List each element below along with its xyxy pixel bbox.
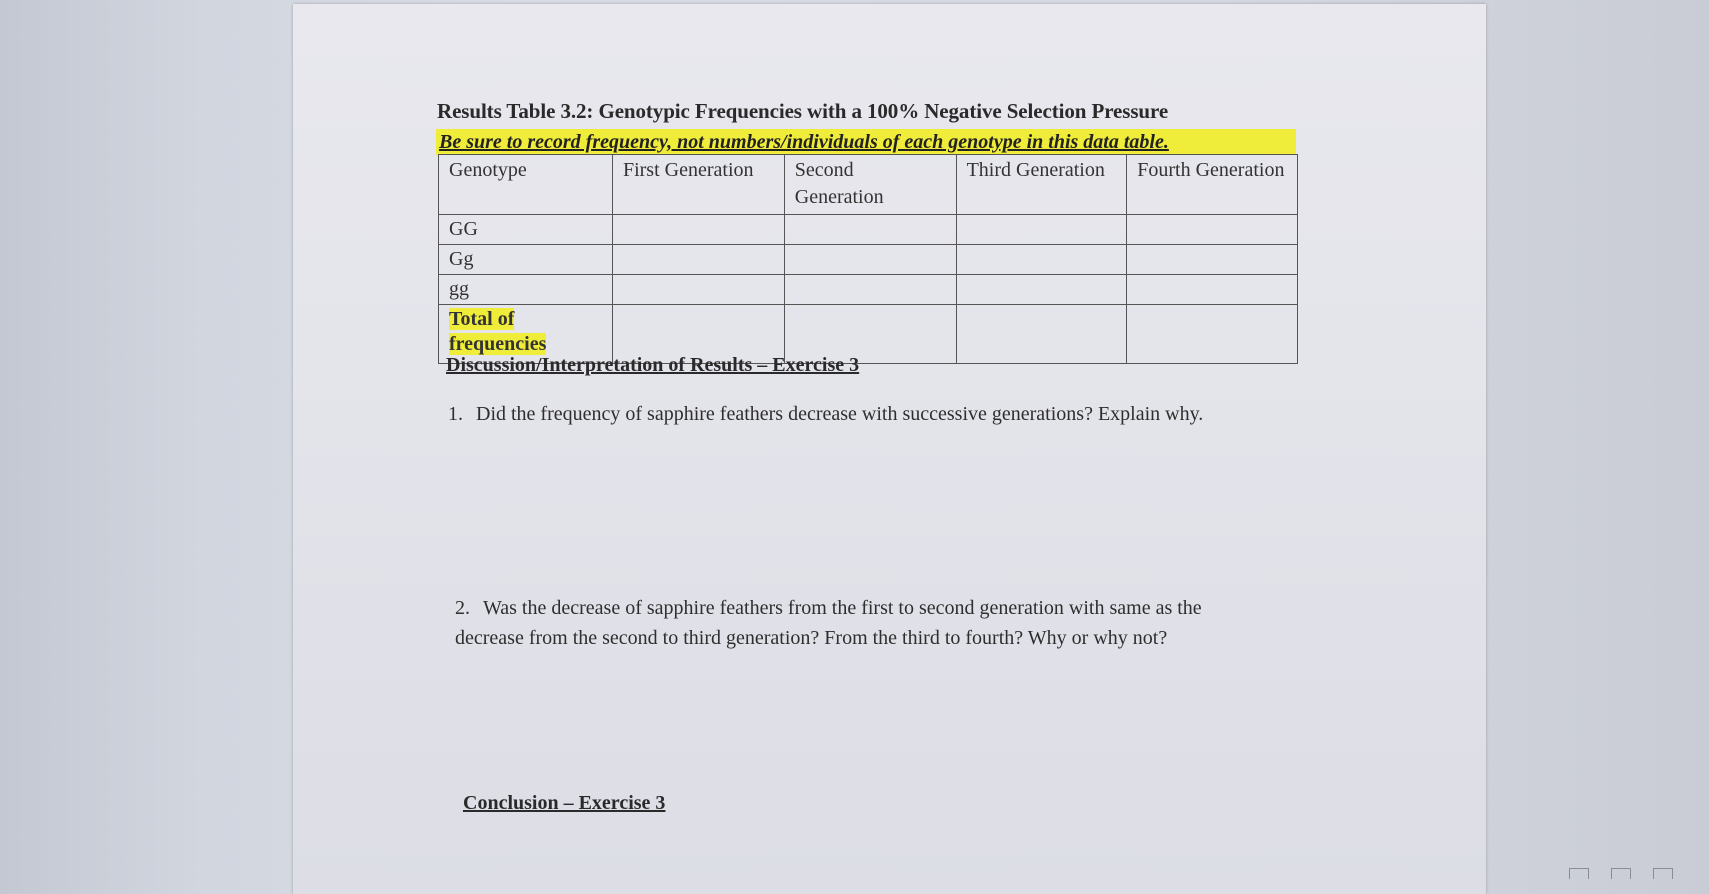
read-mode-icon[interactable] <box>1653 868 1673 879</box>
cell-gg-second[interactable] <box>784 275 956 305</box>
cell-GG-fourth[interactable] <box>1127 215 1298 245</box>
cell-total-fourth[interactable] <box>1127 305 1298 364</box>
question-2-text-line-1: Was the decrease of sapphire feathers from the first to second generation with same as the <box>483 597 1202 619</box>
question-2-number: 2. <box>455 597 470 619</box>
question-1-text: Did the frequency of sapphire feathers decrease with successive generations? Explain why. <box>476 403 1204 425</box>
table-row-gg <box>439 275 1298 305</box>
table-header-row <box>439 155 1298 215</box>
question-2-line-1 <box>455 593 1202 623</box>
cell-gg-first[interactable] <box>612 275 784 305</box>
cell-Gg-third[interactable] <box>956 245 1127 275</box>
cell-gg-third[interactable] <box>956 275 1127 305</box>
column-header-first-generation: First Generation <box>612 155 784 215</box>
cell-GG-second[interactable] <box>784 215 956 245</box>
conclusion-heading: Conclusion – Exercise 3 <box>463 792 666 814</box>
row-label-Gg: Gg <box>439 245 613 275</box>
cell-Gg-second[interactable] <box>784 245 956 275</box>
column-header-second-generation: Second Generation <box>784 155 956 215</box>
cell-Gg-fourth[interactable] <box>1127 245 1298 275</box>
genotype-frequency-table <box>438 154 1298 364</box>
discussion-heading: Discussion/Interpretation of Results – Exercise 3 <box>446 354 860 376</box>
cell-total-third[interactable] <box>956 305 1127 364</box>
cell-gg-fourth[interactable] <box>1127 275 1298 305</box>
print-layout-icon[interactable] <box>1569 868 1589 879</box>
status-bar-view-icons <box>1569 868 1673 879</box>
table-row-Gg <box>439 245 1298 275</box>
row-label-gg: gg <box>439 275 613 305</box>
web-layout-icon[interactable] <box>1611 868 1631 879</box>
table-row-GG <box>439 215 1298 245</box>
cell-GG-first[interactable] <box>612 215 784 245</box>
column-header-third-generation: Third Generation <box>956 155 1127 215</box>
column-header-fourth-generation: Fourth Generation <box>1127 155 1298 215</box>
row-label-GG: GG <box>439 215 613 245</box>
question-1-number: 1. <box>448 403 463 425</box>
question-2 <box>455 593 1202 653</box>
table-note-highlighted: Be sure to record frequency, not numbers/individuals of each genotype in this data table. <box>436 129 1296 155</box>
cell-GG-third[interactable] <box>956 215 1127 245</box>
document-page <box>293 4 1486 894</box>
question-1 <box>448 399 1203 429</box>
cell-Gg-first[interactable] <box>612 245 784 275</box>
question-2-text-line-2: decrease from the second to third generation? From the third to fourth? Why or why not? <box>455 627 1168 649</box>
table-title: Results Table 3.2: Genotypic Frequencies with a 100% Negative Selection Pressure <box>437 99 1169 123</box>
column-header-genotype: Genotype <box>439 155 613 215</box>
total-label-highlight: Total of frequencies <box>449 308 547 355</box>
